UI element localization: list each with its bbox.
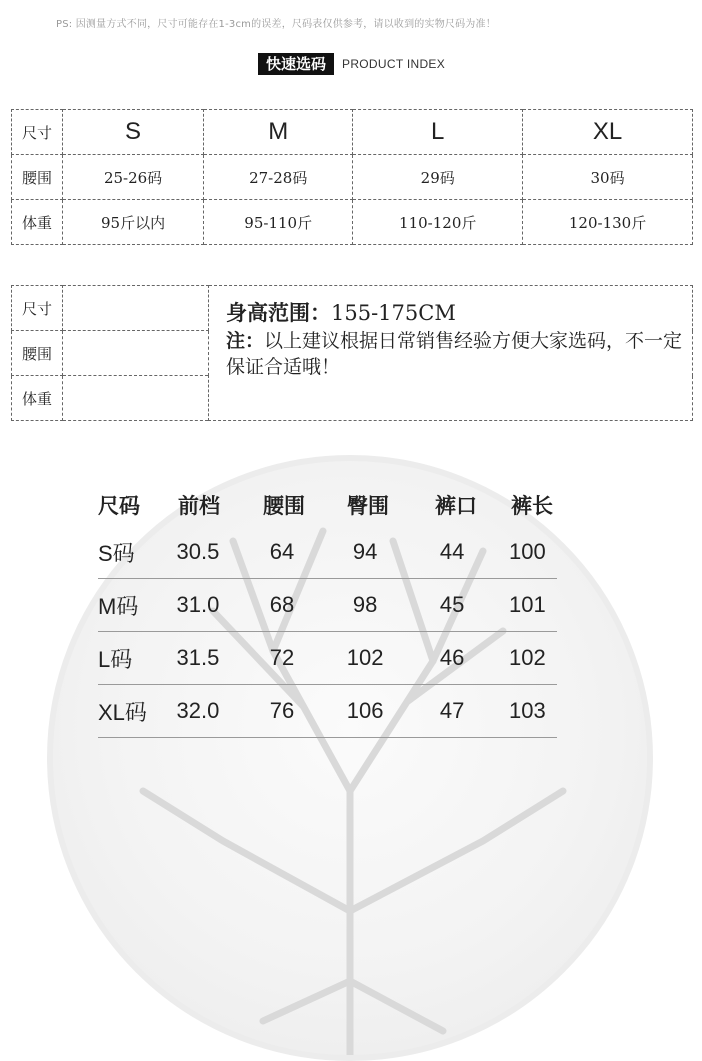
table-cell: 30.5 — [176, 539, 220, 564]
table-cell: 31.0 — [176, 592, 220, 617]
column-header: 裤口 — [435, 494, 477, 518]
column-header: 前档 — [178, 494, 220, 518]
section-subtitle: PRODUCT INDEX — [342, 57, 446, 71]
row-label: 体重 — [12, 376, 63, 421]
table-cell: 98 — [352, 592, 378, 617]
weight-cell: 95斤以内 — [63, 200, 204, 245]
row-label: 腰围 — [12, 155, 63, 200]
size-chart-header — [98, 484, 562, 526]
empty-cell — [63, 376, 209, 421]
size-label: L码 — [98, 646, 133, 672]
table-cell: 101 — [508, 592, 546, 617]
column-header: 尺码 — [98, 494, 140, 518]
row-label: 尺寸 — [12, 286, 63, 331]
table-cell: 94 — [352, 539, 378, 564]
table-cell: 64 — [269, 539, 295, 564]
section-tag: 快速选码 — [258, 53, 334, 75]
table-cell: 68 — [269, 592, 295, 617]
waist-cell: 27-28码 — [204, 155, 353, 200]
table-cell: 31.5 — [176, 645, 220, 670]
table-cell: 103 — [508, 698, 546, 723]
table-row — [98, 526, 557, 579]
table-row — [98, 632, 557, 685]
table-cell: 72 — [269, 645, 295, 670]
table-cell: 46 — [439, 645, 465, 670]
table-cell: 106 — [346, 698, 384, 723]
size-cell: M — [204, 110, 353, 155]
column-header: 裤长 — [511, 494, 553, 518]
table-row — [12, 286, 693, 331]
table-row — [98, 579, 557, 632]
waist-cell: 30码 — [523, 155, 693, 200]
column-header: 腰围 — [263, 494, 305, 518]
size-label: M码 — [98, 593, 139, 619]
height-line: 身高范围：155-175CM — [226, 300, 456, 325]
size-cell: L — [353, 110, 523, 155]
section-title — [258, 53, 445, 75]
table-cell: 47 — [439, 698, 465, 723]
empty-cell — [63, 331, 209, 376]
size-label: XL码 — [98, 699, 147, 725]
row-label: 尺寸 — [12, 110, 63, 155]
waist-cell: 29码 — [353, 155, 523, 200]
size-chart — [98, 484, 562, 738]
weight-cell: 120-130斤 — [523, 200, 693, 245]
size-label: S码 — [98, 540, 135, 566]
column-header: 臀围 — [347, 494, 389, 518]
table-row — [12, 200, 693, 245]
row-label: 体重 — [12, 200, 63, 245]
table-cell: 45 — [439, 592, 465, 617]
row-label: 腰围 — [12, 331, 63, 376]
advice-line: 注：以上建议根据日常销售经验方便大家选码，不一定保证合适哦！ — [226, 330, 683, 378]
height-table — [11, 285, 693, 421]
table-cell: 76 — [269, 698, 295, 723]
table-cell: 100 — [508, 539, 546, 564]
table-row — [98, 685, 557, 738]
table-cell: 32.0 — [176, 698, 220, 723]
empty-cell — [63, 286, 209, 331]
table-cell: 102 — [508, 645, 546, 670]
height-info — [209, 286, 693, 421]
table-cell: 44 — [439, 539, 465, 564]
weight-cell: 95-110斤 — [204, 200, 353, 245]
waist-cell: 25-26码 — [63, 155, 204, 200]
size-cell: S — [63, 110, 204, 155]
quick-size-table — [11, 109, 693, 245]
measurement-note: PS: 因测量方式不同，尺寸可能存在1-3cm的误差，尺码表仅供参考，请以收到的实物尺码为准！ — [56, 19, 496, 30]
size-cell: XL — [523, 110, 693, 155]
table-cell: 102 — [346, 645, 384, 670]
weight-cell: 110-120斤 — [353, 200, 523, 245]
table-row — [12, 110, 693, 155]
table-row — [12, 155, 693, 200]
